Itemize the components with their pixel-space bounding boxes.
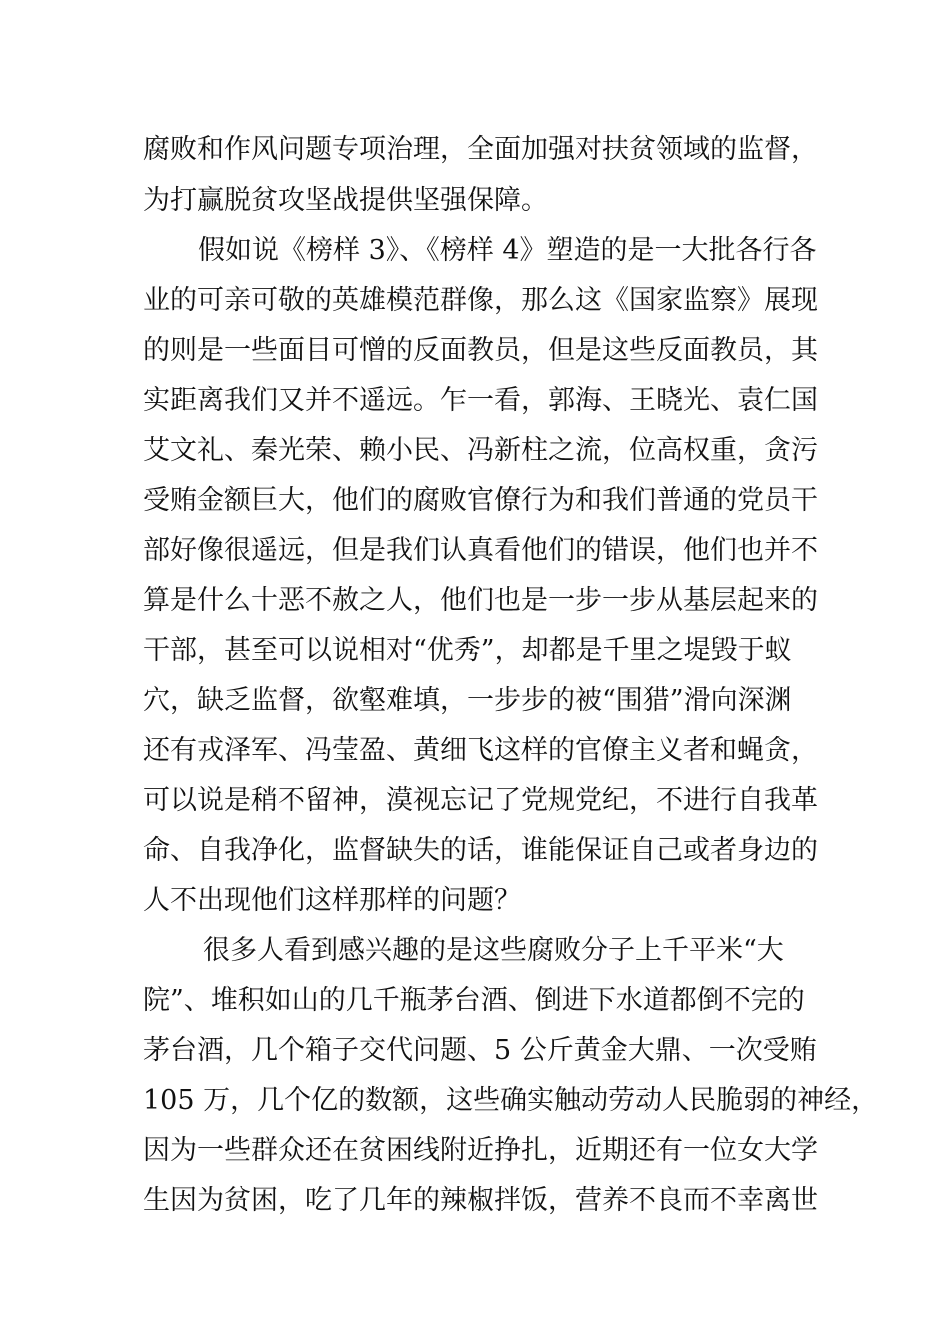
text-line: 干部，甚至可以说相对“优秀”，却都是千里之堤毁于蚁 (143, 635, 792, 666)
text-line: 受贿金额巨大，他们的腐败官僚行为和我们普通的党员干 (143, 485, 818, 516)
text-line: 实距离我们又并不遥远。乍一看，郭海、王晓光、袁仁国 (143, 385, 818, 416)
text-line: 生因为贫困，吃了几年的辣椒拌饭，营养不良而不幸离世 (143, 1185, 818, 1216)
text-line: 茅台酒，几个箱子交代问题、5 公斤黄金大鼎、一次受贿 (143, 1035, 817, 1066)
text-line: 的则是一些面目可憎的反面教员，但是这些反面教员，其 (143, 335, 818, 366)
text-line: 因为一些群众还在贫困线附近挣扎，近期还有一位女大学 (143, 1135, 818, 1166)
text-line: 算是什么十恶不赦之人，他们也是一步一步从基层起来的 (143, 585, 818, 616)
text-line: 还有戎泽军、冯莹盈、黄细飞这样的官僚主义者和蝇贪， (143, 735, 818, 766)
text-line: 命、自我净化，监督缺失的话，谁能保证自己或者身边的 (143, 835, 818, 866)
text-line: 105 万，几个亿的数额，这些确实触动劳动人民脆弱的神经， (143, 1085, 879, 1116)
text-line: 部好像很遥远，但是我们认真看他们的错误，他们也并不 (143, 535, 818, 566)
text-line: 人不出现他们这样那样的问题？ (143, 885, 521, 916)
text-line: 业的可亲可敬的英雄模范群像，那么这《国家监察》展现 (143, 285, 818, 316)
text-line: 很多人看到感兴趣的是这些腐败分子上千平米“大 (203, 935, 784, 966)
text-line: 穴，缺乏监督，欲壑难填，一步步的被“围猎”滑向深渊 (143, 685, 792, 716)
text-line: 为打赢脱贫攻坚战提供坚强保障。 (143, 185, 548, 216)
text-line: 艾文礼、秦光荣、赖小民、冯新柱之流，位高权重，贪污 (143, 435, 818, 466)
text-line: 院”、堆积如山的几千瓶茅台酒、倒进下水道都倒不完的 (143, 985, 805, 1016)
text-line: 腐败和作风问题专项治理，全面加强对扶贫领域的监督， (143, 134, 818, 165)
text-line: 假如说《榜样 3》、《榜样 4》塑造的是一大批各行各 (198, 235, 817, 266)
text-line: 可以说是稍不留神，漠视忘记了党规党纪，不进行自我革 (143, 785, 818, 816)
